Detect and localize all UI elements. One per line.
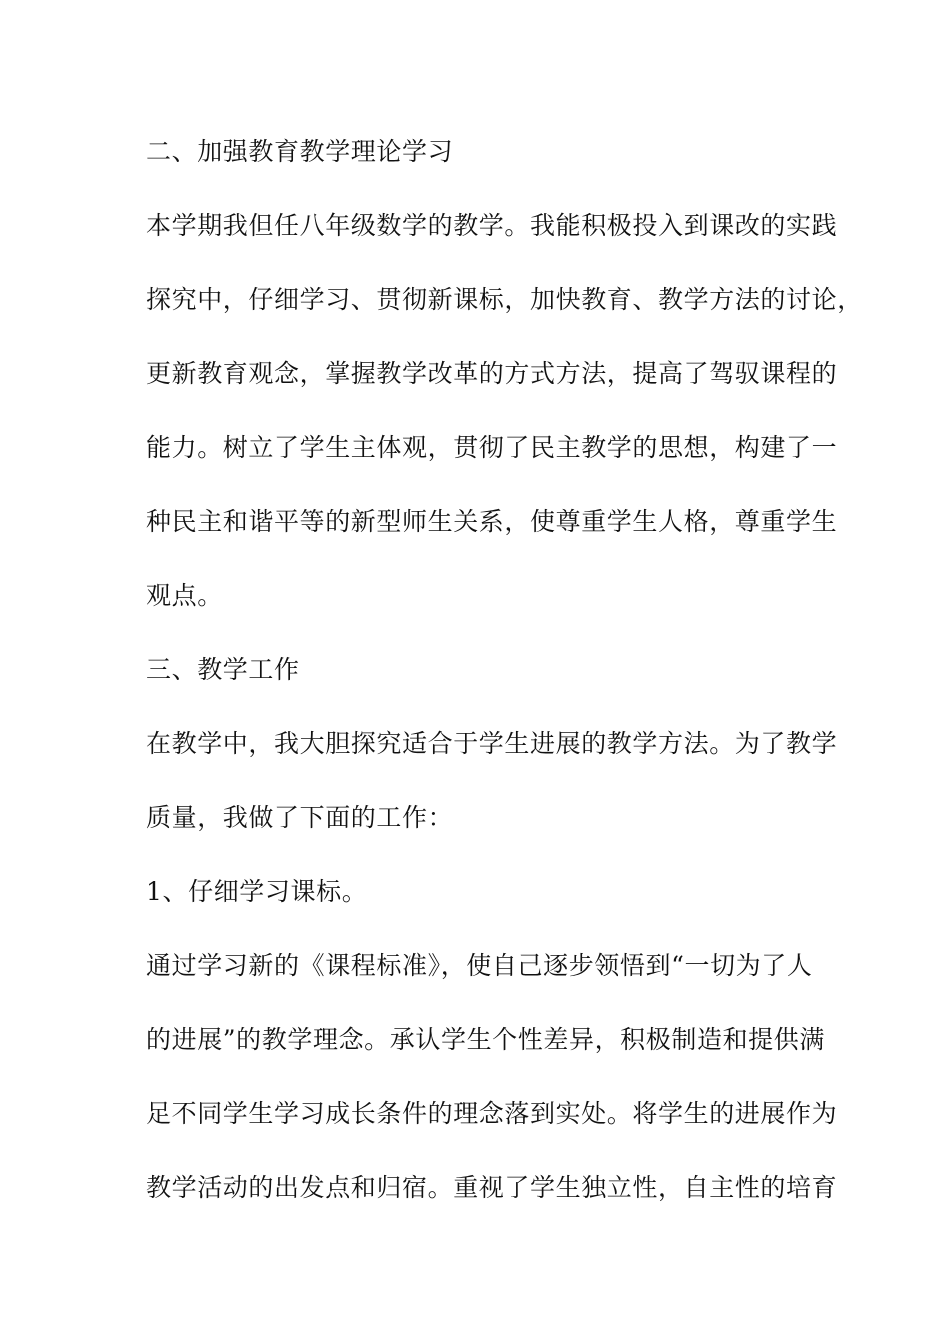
paragraph-line: 更新教育观念，掌握教学改革的方式方法，提高了驾驭课程的 [146,359,838,388]
paragraph-line: 探究中，仔细学习、贯彻新课标，加快教育、教学方法的讨论， [146,285,863,314]
section-heading: 三、教学工作 [146,655,300,684]
paragraph-line: 通过学习新的《课程标准》，使自己逐步领悟到“一切为了人 [146,951,813,980]
paragraph-line: 教学活动的出发点和归宿。重视了学生独立性，自主性的培育 [146,1173,838,1202]
paragraph-line: 本学期我但任八年级数学的教学。我能积极投入到课改的实践 [146,211,838,240]
paragraph-line: 质量，我做了下面的工作： [146,803,454,832]
paragraph-line: 足不同学生学习成长条件的理念落到实处。将学生的进展作为 [146,1099,838,1128]
paragraph-line: 在教学中，我大胆探究适合于学生进展的教学方法。为了教学 [146,729,838,758]
subsection-heading: 1、仔细学习课标。 [146,877,368,906]
paragraph-line: 观点。 [146,581,223,610]
section-heading: 二、加强教育教学理论学习 [146,137,454,166]
paragraph-line: 的进展”的教学理念。承认学生个性差异，积极制造和提供满 [146,1025,825,1054]
paragraph-line: 种民主和谐平等的新型师生关系，使尊重学生人格，尊重学生 [146,507,838,536]
paragraph-line: 能力。树立了学生主体观，贯彻了民主教学的思想，构建了一 [146,433,838,462]
